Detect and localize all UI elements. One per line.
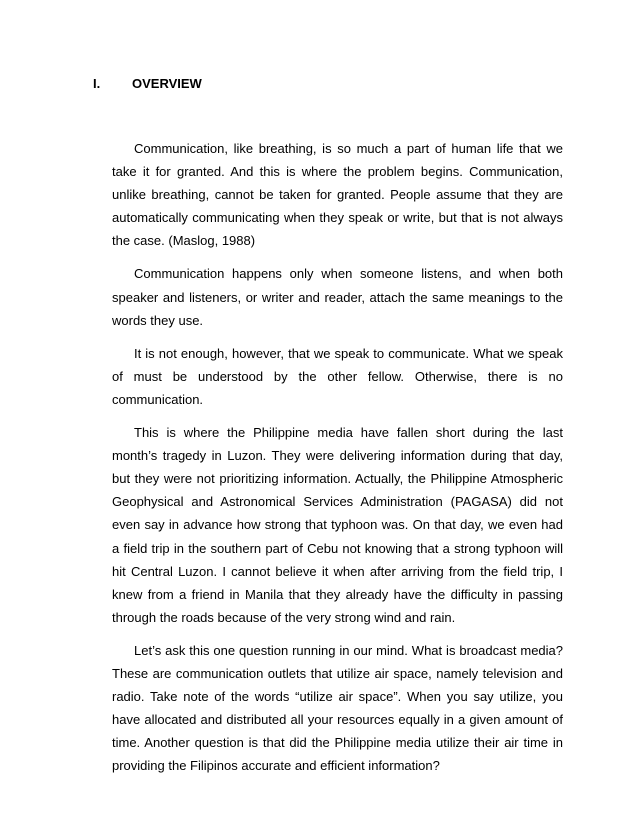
paragraph-5: Let’s ask this one question running in our mind. What is broadcast media? These are communication outlets that utilize air space, namely television and radio. Take note of the words “utilize air space”. When you say utilize, you have allocated and distributed all your resources equally in a given amount of time. Another question is that did the Philippine media utilize their air time in providing the Filipinos accurate and efficient information? [112, 642, 563, 774]
paragraph-2: Communication happens only when someone listens, and when both speaker and listeners, or writer and reader, attach the same meanings to the words they use. [112, 266, 563, 328]
paragraph-1: Communication, like breathing, is so much a part of human life that we take it for granted. And this is where the problem begins. Communication, unlike breathing, cannot be taken for granted. People assume that they are automatically communicating when they speak or write, but that is not always the case. (Maslog, 1988) [112, 141, 563, 249]
section-title: OVERVIEW [132, 76, 202, 91]
section-body [112, 137, 563, 787]
paragraph-3: It is not enough, however, that we speak to communicate. What we speak of must be understood by the other fellow. Otherwise, there is no communication. [112, 345, 563, 407]
section-number: I. [93, 76, 101, 91]
paragraph-4: This is where the Philippine media have fallen short during the last month’s tragedy in Luzon. They were delivering information during that day, but they were not prioritizing information. Actually, the Philippine Atmospheric Geophysical and Astronomical Services Administration (PAGASA) did not even say in advance how strong that typhoon was. On that day, we even had a field trip in the southern part of Cebu not knowing that a strong typhoon will hit Central Luzon. I cannot believe it when after arriving from the field trip, I knew from a friend in Manila that they already have the difficulty in passing through the roads because of the very strong wind and rain. [112, 425, 563, 625]
section-heading [93, 76, 202, 92]
